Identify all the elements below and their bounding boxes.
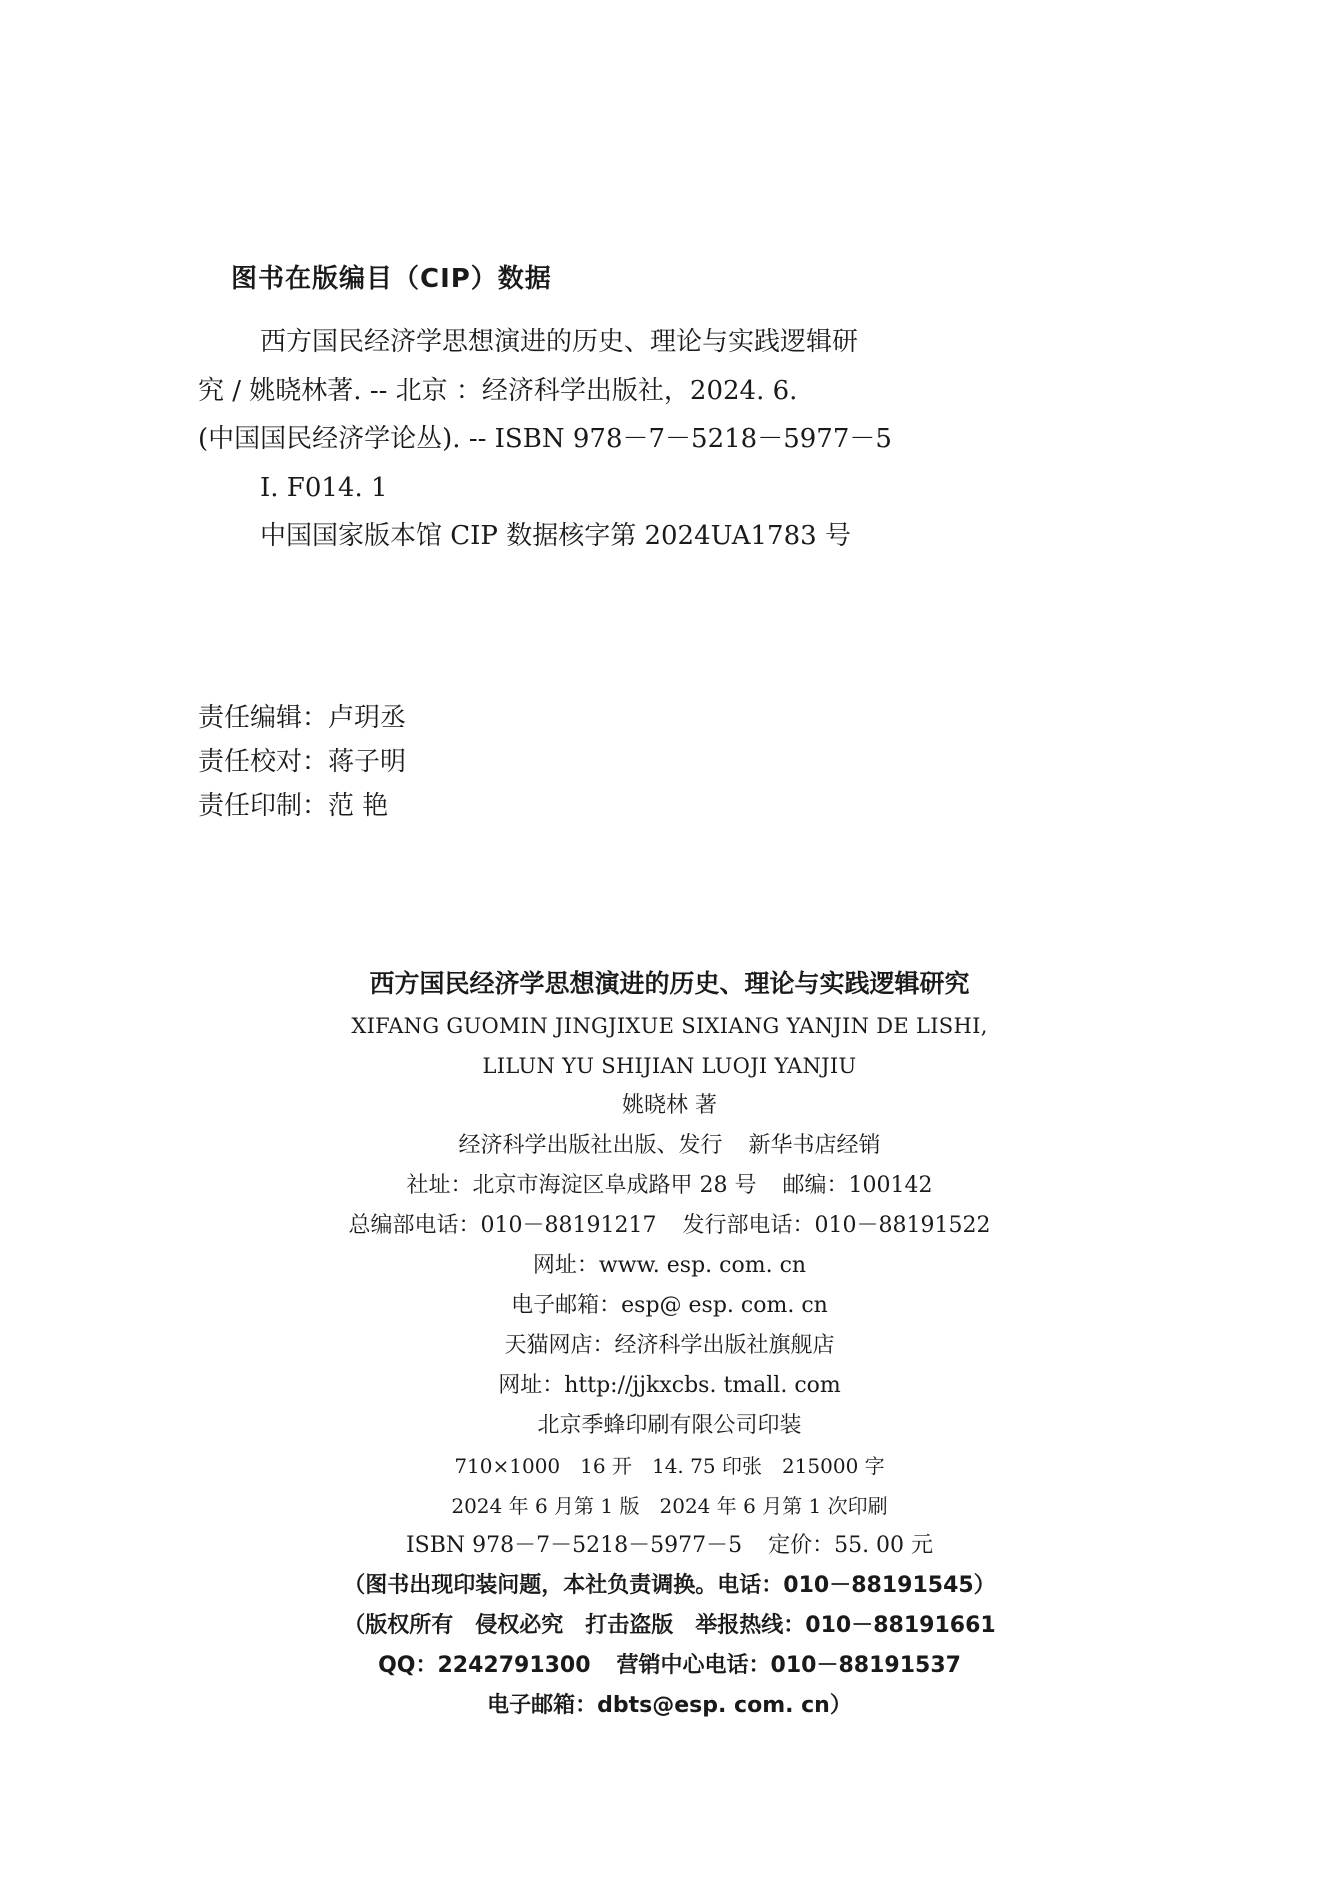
colophon-title: 西方国民经济学思想演进的历史、理论与实践逻辑研究 bbox=[369, 969, 970, 998]
staff-proofreader-name: 蒋子明 bbox=[328, 747, 407, 777]
colophon-tmall-store: 天猫网店：经济科学出版社旗舰店 bbox=[504, 1333, 835, 1358]
cip-line-record-number: 中国国家版本馆 CIP 数据核字第 2024UA1783 号 bbox=[260, 521, 851, 551]
colophon-distributor: 新华书店经销 bbox=[748, 1133, 881, 1158]
colophon-pinyin-line-1: XIFANG GUOMIN JINGJIXUE SIXIANG YANJIN DE LISHI, bbox=[351, 1014, 988, 1038]
staff-editor bbox=[198, 696, 406, 740]
colophon-format: 710×1000 bbox=[454, 1454, 561, 1478]
colophon-notice-3 bbox=[0, 1646, 1339, 1686]
colophon-address-line bbox=[0, 1166, 1339, 1206]
colophon-specs-line bbox=[0, 1446, 1339, 1486]
colophon-notice-2: （版权所有 侵权必究 打击盗版 举报热线：010－88191661 bbox=[343, 1613, 996, 1638]
staff-printing bbox=[198, 784, 406, 828]
staff-printing-label: 责任印制： bbox=[198, 791, 329, 821]
colophon-edition: 2024 年 6 月第 1 版 bbox=[451, 1494, 640, 1518]
colophon-sheets: 14. 75 印张 bbox=[651, 1454, 762, 1478]
colophon-tmall-url: 网址：http://jjkxcbs. tmall. com bbox=[498, 1373, 841, 1398]
colophon-website: 网址：www. esp. com. cn bbox=[532, 1253, 807, 1278]
colophon-price: 定价：55. 00 元 bbox=[768, 1533, 934, 1558]
cip-line-classification: Ⅰ. F014. 1 bbox=[260, 472, 388, 503]
colophon-qq: QQ：2242791300 bbox=[378, 1653, 591, 1678]
responsible-staff bbox=[198, 696, 406, 828]
colophon-notice-1: （图书出现印装问题，本社负责调换。电话：010－88191545） bbox=[343, 1573, 996, 1598]
colophon-marketing-phone: 营销中心电话：010－88191537 bbox=[616, 1653, 961, 1678]
colophon-pinyin-line-2: LILUN YU SHIJIAN LUOJI YANJIU bbox=[482, 1054, 857, 1078]
staff-editor-label: 责任编辑： bbox=[198, 703, 329, 733]
cip-heading: 图书在版编目（CIP）数据 bbox=[231, 264, 552, 294]
colophon-editorial-phone: 总编部电话：010－88191217 bbox=[348, 1213, 657, 1238]
staff-printing-name: 范 艳 bbox=[328, 791, 389, 821]
colophon-distribution-phone: 发行部电话：010－88191522 bbox=[682, 1213, 991, 1238]
cip-line-author-publisher: 究 / 姚晓林著. -- 北京 ：经济科学出版社，2024. 6. bbox=[198, 375, 798, 406]
colophon bbox=[0, 964, 1339, 1726]
cip-line-title: 西方国民经济学思想演进的历史、理论与实践逻辑研 bbox=[260, 327, 859, 357]
colophon-publisher-line bbox=[0, 1126, 1339, 1166]
colophon-address: 社址：北京市海淀区阜成路甲 28 号 bbox=[406, 1173, 757, 1198]
colophon-author: 姚晓林 著 bbox=[622, 1093, 717, 1118]
colophon-isbn-line bbox=[0, 1526, 1339, 1566]
colophon-notice-4: 电子邮箱：dbts@esp. com. cn） bbox=[487, 1693, 852, 1718]
colophon-folio: 16 开 bbox=[580, 1454, 632, 1478]
staff-editor-name: 卢玥丞 bbox=[328, 703, 407, 733]
colophon-publisher: 经济科学出版社出版、发行 bbox=[458, 1133, 723, 1158]
staff-proofreader bbox=[198, 740, 406, 784]
colophon-printing: 2024 年 6 月第 1 次印刷 bbox=[659, 1494, 888, 1518]
colophon-phone-line bbox=[0, 1206, 1339, 1246]
colophon-isbn: ISBN 978－7－5218－5977－5 bbox=[405, 1533, 743, 1558]
colophon-edition-line bbox=[0, 1486, 1339, 1526]
staff-proofreader-label: 责任校对： bbox=[198, 747, 329, 777]
cip-record bbox=[198, 318, 1198, 561]
colophon-word-count: 215000 字 bbox=[781, 1454, 885, 1478]
cip-line-series-isbn: (中国国民经济学论丛). -- ISBN 978－7－5218－5977－5 bbox=[198, 424, 892, 454]
colophon-postcode: 邮编：100142 bbox=[782, 1173, 933, 1198]
colophon-printer: 北京季蜂印刷有限公司印装 bbox=[537, 1413, 802, 1438]
colophon-email: 电子邮箱：esp@ esp. com. cn bbox=[511, 1293, 828, 1318]
